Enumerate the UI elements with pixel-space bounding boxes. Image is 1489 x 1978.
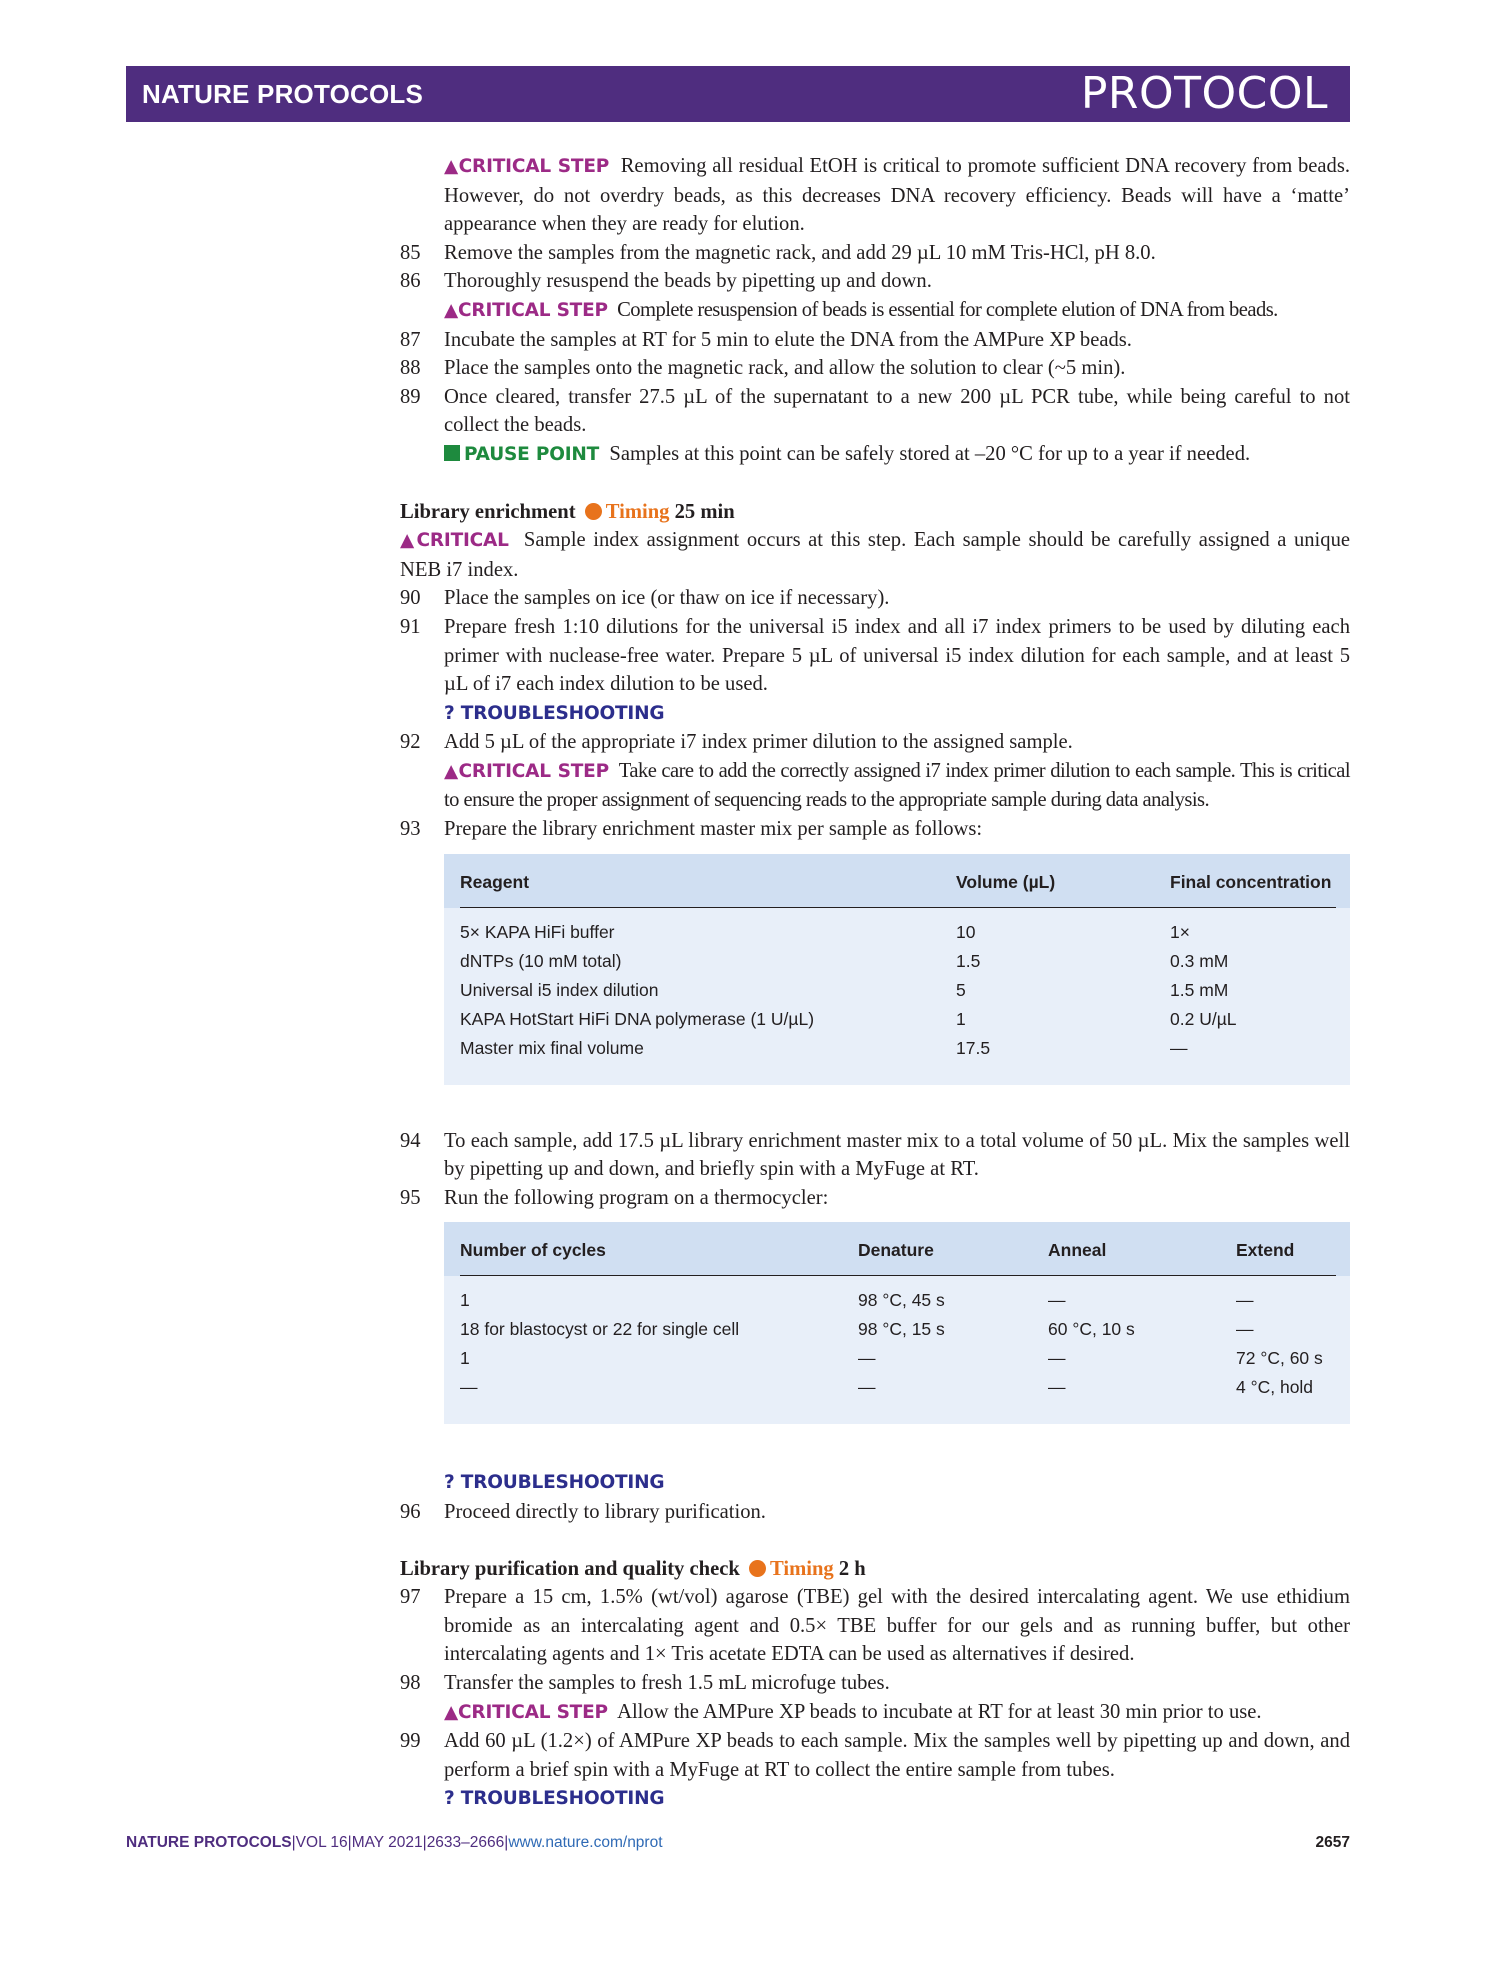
footer-volume: VOL 16 <box>295 1834 348 1851</box>
critical-triangle-icon: ▲ <box>444 156 459 177</box>
table-row: Universal i5 index dilution 5 1.5 mM <box>460 979 1229 1000</box>
footer-date: MAY 2021 <box>351 1834 423 1851</box>
table-row: 1 — — 72 °C, 60 s <box>460 1348 1323 1369</box>
troubleshooting-link[interactable]: ? TROUBLESHOOTING <box>444 1788 665 1810</box>
critical-step-label: ▲CRITICAL STEP <box>444 1701 608 1723</box>
table-row: KAPA HotStart HiFi DNA polymerase (1 U/µL) 1 0.2 U/µL <box>460 1008 1237 1029</box>
step-98: 98 Transfer the samples to fresh 1.5 mL microfuge tubes. <box>400 1672 890 1694</box>
page-number: 2657 <box>1315 1834 1350 1851</box>
section-heading-enrichment: Library enrichment Timing 25 min <box>400 500 735 523</box>
critical-step-label: ▲CRITICAL STEP <box>444 760 609 782</box>
step-90: 90 Place the samples on ice (or thaw on ice if necessary). <box>400 587 890 610</box>
page-header <box>126 66 1350 122</box>
critical-label: ▲CRITICAL <box>400 530 509 552</box>
pause-square-icon <box>444 445 460 461</box>
question-icon: ? <box>444 1788 455 1810</box>
critical-step-92: ▲CRITICAL STEP Take care to add the correctly assigned i7 index primer dilution to each sample. This is critical to ensure the proper assignment of sequencing reads to the appropriate sample during data analysis. <box>444 759 1351 812</box>
thermocycler-table <box>444 1222 1350 1424</box>
table-header <box>444 1222 1350 1276</box>
column-header: Final concentration <box>1170 871 1332 892</box>
question-icon: ? <box>444 702 455 724</box>
page-footer: NATURE PROTOCOLS|VOL 16|MAY 2021|2633–2666|www.nature.com/nprot 2657 <box>126 1834 1350 1851</box>
step-93: 93 Prepare the library enrichment master mix per sample as follows: <box>400 818 983 841</box>
column-header: Extend <box>1236 1240 1295 1261</box>
table-row: dNTPs (10 mM total) 1.5 0.3 mM <box>460 950 1229 971</box>
timing-dot-icon <box>749 1560 766 1577</box>
step-95: 95 Run the following program on a thermocycler: <box>400 1186 829 1209</box>
critical-step-86: ▲CRITICAL STEP Complete resuspension of beads is essential for complete elution of DNA from beads. <box>444 298 1278 321</box>
table-row: 18 for blastocyst or 22 for single cell 98 °C, 15 s 60 °C, 10 s — <box>460 1319 1254 1340</box>
critical-triangle-icon: ▲ <box>400 530 417 552</box>
critical-step-98: ▲CRITICAL STEP Allow the AMPure XP beads to incubate at RT for at least 30 min prior to use. <box>444 1700 1262 1723</box>
column-header: Volume (µL) <box>956 871 1056 892</box>
column-header: Anneal <box>1048 1240 1107 1261</box>
pause-point-label: PAUSE POINT <box>444 444 599 465</box>
column-header: Reagent <box>460 871 530 892</box>
table-row: Master mix final volume 17.5 — <box>460 1037 1188 1058</box>
critical-step-note: ▲CRITICAL STEP Removing all residual EtOH is critical to promote sufficient DNA recovery from beads. However, do not overdry beads, as this decreases DNA recovery efficiency. Beads will have a ‘matte’ appearance when they are ready for elution. <box>444 155 1351 236</box>
step-92: 92 Add 5 µL of the appropriate i7 index primer dilution to the assigned sample. <box>400 731 1073 754</box>
troubleshooting-link[interactable]: ? TROUBLESHOOTING <box>444 1472 665 1494</box>
page-content <box>400 152 1350 1814</box>
master-mix-table <box>444 854 1350 1085</box>
pause-point-note: PAUSE POINT Samples at this point can be safely stored at –20 °C for up to a year if needed. <box>400 440 1350 470</box>
footer-pages: 2633–2666 <box>426 1834 505 1851</box>
column-header: Number of cycles <box>460 1240 606 1261</box>
troubleshooting-link[interactable]: ? TROUBLESHOOTING <box>444 702 665 724</box>
table-header <box>444 854 1350 908</box>
step-85: 85 Remove the samples from the magnetic rack, and add 29 µL 10 mM Tris-HCl, pH 8.0. <box>400 241 1156 264</box>
critical-step-label: ▲CRITICAL STEP <box>444 299 608 321</box>
journal-name: NATURE PROTOCOLS <box>142 79 424 109</box>
section-heading-purification: Library purification and quality check Timing 2 h <box>400 1557 866 1580</box>
step-94: 94 To each sample, add 17.5 µL library enrichment master mix to a total volume of 50 µL. Mix the samples well by pipetting up and down, and briefly spin with a MyFuge at RT. <box>400 1129 1350 1181</box>
timing-dot-icon <box>585 503 602 520</box>
step-88: 88 Place the samples onto the magnetic rack, and allow the solution to clear (~5 min). <box>400 357 1126 380</box>
table-row: 1 98 °C, 45 s — — <box>460 1290 1254 1311</box>
footer-url-link[interactable]: www.nature.com/nprot <box>508 1834 663 1851</box>
article-type: PROTOCOL <box>1080 68 1328 119</box>
footer-journal: NATURE PROTOCOLS <box>126 1834 292 1851</box>
step-91: 91 Prepare fresh 1:10 dilutions for the universal i5 index and all i7 index primers to be used by diluting each primer with nuclease-free water. Prepare 5 µL of universal i5 index dilution for each sample, and at least 5 µL of i7 each index dilution to be used. <box>400 615 1350 696</box>
critical-note-enrichment: ▲CRITICAL Sample index assignment occurs at this step. Each sample should be carefully assigned a unique NEB i7 index. <box>400 529 1351 581</box>
question-icon: ? <box>444 1472 455 1494</box>
critical-triangle-icon: ▲ <box>444 760 459 782</box>
step-96: 96 Proceed directly to library purification. <box>400 1501 766 1524</box>
table-row: — — — 4 °C, hold <box>460 1377 1314 1398</box>
step-97: 97 Prepare a 15 cm, 1.5% (wt/vol) agarose (TBE) gel with the desired intercalating agent. We use ethidium bromide as an intercalating agent and 0.5× TBE buffer for our gels and as running buffer, but other intercalating agents and 1× Tris acetate EDTA can be used as alternatives if desired. <box>400 1586 1350 1666</box>
step-86: 86 Thoroughly resuspend the beads by pipetting up and down. <box>400 270 932 293</box>
critical-triangle-icon: ▲ <box>444 1701 459 1723</box>
step-87: 87 Incubate the samples at RT for 5 min to elute the DNA from the AMPure XP beads. <box>400 328 1132 351</box>
step-89: 89 Once cleared, transfer 27.5 µL of the supernatant to a new 200 µL PCR tube, while being careful to not collect the beads. <box>400 385 1350 437</box>
critical-step-label: ▲CRITICAL STEP <box>444 156 610 177</box>
column-header: Denature <box>858 1240 934 1261</box>
critical-triangle-icon: ▲ <box>444 299 459 321</box>
table-row: 5× KAPA HiFi buffer 10 1× <box>460 921 1190 942</box>
step-99: 99 Add 60 µL (1.2×) of AMPure XP beads to each sample. Mix the samples well by pipetting up and down, and perform a brief spin with a MyFuge at RT to collect the entire sample from tubes. <box>400 1730 1350 1781</box>
